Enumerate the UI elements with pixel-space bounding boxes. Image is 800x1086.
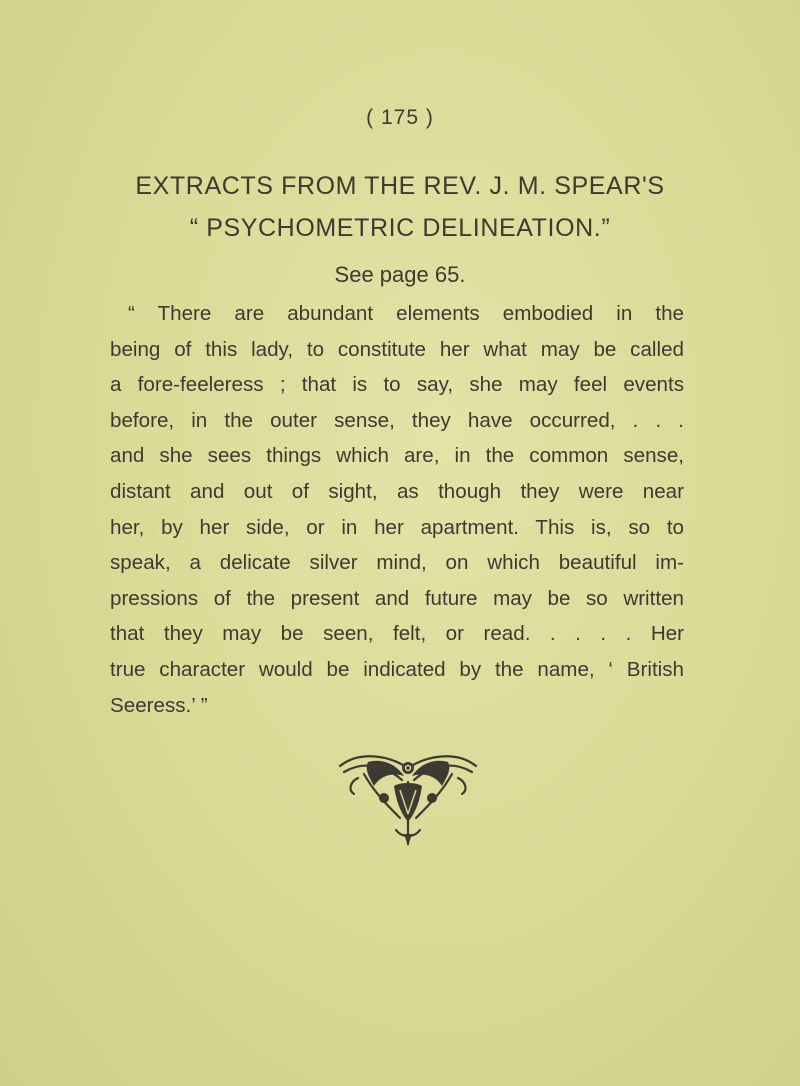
paragraph-line: distant and out of sight, as though they were near: [110, 479, 684, 503]
page-number: ( 175 ): [366, 106, 434, 129]
paragraph-line: Seeress.’ ”: [110, 693, 208, 717]
paragraph-line: pressions of the present and future may be so written: [110, 586, 684, 610]
paragraph-line: that they may be seen, felt, or read. . . . . Her: [110, 622, 684, 646]
heading-line-1: EXTRACTS FROM THE REV. J. M. SPEAR'S: [135, 172, 665, 200]
paragraph-line: her, by her side, or in her apartment. This is, so to: [110, 515, 684, 539]
paragraph-line: and she sees things which are, in the common sense,: [110, 444, 684, 468]
ornamental-tailpiece-icon: [334, 752, 482, 848]
paragraph-line: “ There are abundant elements embodied in the: [128, 302, 684, 325]
page-reference: See page 65.: [334, 262, 466, 287]
paragraph-line: before, in the outer sense, they have occurred, . . .: [110, 408, 684, 432]
paragraph-line: true character would be indicated by the name, ‘ British: [110, 657, 684, 681]
heading-line-2: “ PSYCHOMETRIC DELINEATION.”: [189, 214, 611, 242]
paragraph-line: speak, a delicate silver mind, on which beautiful im-: [110, 551, 684, 575]
quotation-paragraph: [110, 296, 684, 723]
paragraph-line: being of this lady, to constitute her what may be called: [110, 337, 684, 361]
paragraph-line: a fore-feeleress ; that is to say, she may feel events: [110, 373, 684, 397]
